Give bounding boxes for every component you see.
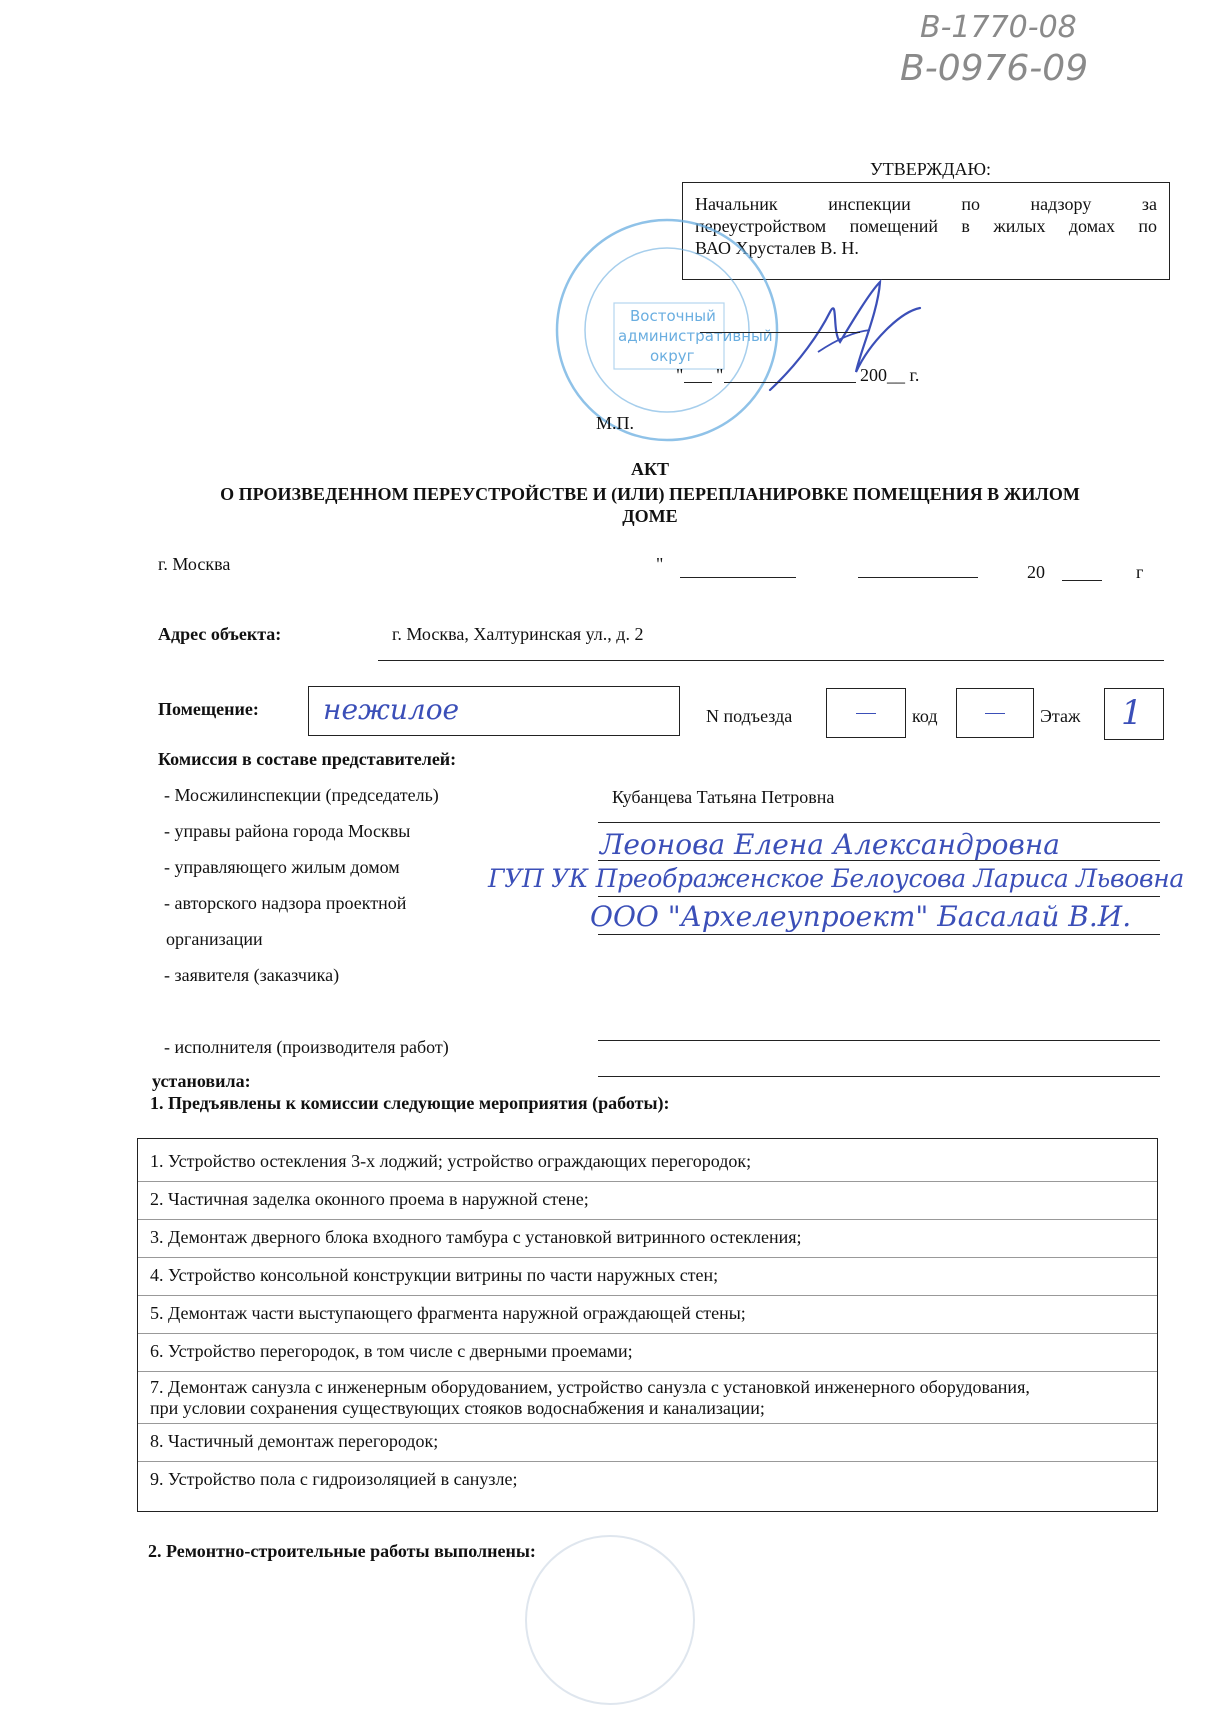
commission-role-1: - Мосжилинспекции (председатель) [164, 785, 439, 805]
entrance-value [856, 713, 876, 714]
work-item-5: 5. Демонтаж части выступающего фрагмента наружной ограждающей стены; [150, 1303, 746, 1323]
pencil-note-2: В-0976-09 [900, 48, 1089, 89]
commission-role-2: - управы района города Москвы [164, 821, 411, 841]
entrance-label: N подъезда [706, 706, 793, 726]
code-label: код [912, 706, 938, 726]
commission-line-4 [598, 934, 1160, 935]
date-close-quote: " [716, 365, 724, 385]
code-box [956, 688, 1034, 738]
stamp-text-3: округ [650, 347, 695, 365]
pencil-note-1: В-1770-08 [920, 10, 1077, 45]
premises-value: нежилое [323, 693, 460, 726]
work-item-9: 9. Устройство пола с гидроизоляцией в санузле; [150, 1469, 518, 1489]
approval-line-2: переустройством помещений в жилых домах по [695, 216, 1157, 236]
stamp-text-1: Восточный [630, 307, 716, 325]
section2-heading: 2. Ремонтно-строительные работы выполнены: [148, 1541, 536, 1561]
date-quote: " [656, 554, 664, 574]
address-line [378, 660, 1164, 661]
commission-line-1 [598, 822, 1160, 823]
section1-heading: 1. Предъявлены к комиссии следующие мероприятия (работы): [150, 1093, 670, 1113]
address-value: г. Москва, Халтуринская ул., д. 2 [392, 624, 644, 644]
seal-mark: М.П. [596, 413, 635, 433]
commission-role-3: - управляющего жилым домом [164, 857, 400, 877]
commission-role-4: - авторского надзора проектной [164, 893, 407, 913]
faint-stamp-icon [520, 1530, 700, 1710]
entrance-box [826, 688, 906, 738]
work-separator-4 [138, 1295, 1157, 1296]
act-subtitle-line-1: О ПРОИЗВЕДЕННОМ ПЕРЕУСТРОЙСТВЕ И (ИЛИ) ПЕРЕПЛАНИРОВКЕ ПОМЕЩЕНИЯ В ЖИЛОМ [220, 484, 1080, 504]
handwritten-member-3: ООО "Архелеупроект" Басалай В.И. [590, 900, 1132, 933]
handwritten-member-1: Леонова Елена Александровна [600, 828, 1060, 861]
commission-heading: Комиссия в составе представителей: [158, 749, 457, 769]
work-separator-1 [138, 1181, 1157, 1182]
approval-line-1: Начальник инспекции по надзору за [695, 194, 1157, 214]
round-stamp [552, 215, 782, 445]
date-open-quote: " [676, 365, 684, 385]
floor-value: 1 [1121, 693, 1143, 733]
commission-role-6: - заявителя (заказчика) [164, 965, 340, 985]
work-separator-7 [138, 1423, 1157, 1424]
date-month-line [724, 382, 856, 383]
commission-role-7: - исполнителя (производителя работ) [164, 1037, 449, 1057]
commission-line-5 [598, 1040, 1160, 1041]
act-title: АКТ [630, 459, 670, 479]
work-separator-8 [138, 1461, 1157, 1462]
premises-label: Помещение: [158, 699, 259, 719]
commission-line-3 [598, 896, 1160, 897]
stamp-text-2: административный [618, 327, 773, 345]
signature-line [700, 332, 860, 333]
work-item-1: 1. Устройство остекления 3-х лоджий; устройство ограждающих перегородок; [150, 1151, 752, 1171]
commission-role-5: организации [166, 929, 263, 949]
date-month-field [858, 577, 978, 578]
work-item-8: 8. Частичный демонтаж перегородок; [150, 1431, 439, 1451]
works-list-box [137, 1138, 1158, 1512]
work-item-4: 4. Устройство консольной конструкции витрины по части наружных стен; [150, 1265, 719, 1285]
act-subtitle-line-2: ДОМЕ [622, 506, 678, 526]
approval-line-3: ВАО Хрусталев В. Н. [695, 238, 859, 258]
floor-label: Этаж [1040, 706, 1081, 726]
faint-stamp-mark [520, 1530, 700, 1710]
address-label: Адрес объекта: [158, 624, 282, 644]
date-day-line [684, 382, 712, 383]
year-suffix: г [1136, 562, 1144, 582]
floor-box [1104, 688, 1164, 740]
year-prefix: 20 [1027, 562, 1045, 582]
commission-line-6 [598, 1076, 1160, 1077]
work-item-6: 6. Устройство перегородок, в том числе с дверными проемами; [150, 1341, 633, 1361]
approval-heading: УТВЕРЖДАЮ: [870, 159, 992, 179]
city: г. Москва [158, 554, 231, 574]
year-field [1062, 580, 1102, 581]
work-separator-6 [138, 1371, 1157, 1372]
work-item-7: 7. Демонтаж санузла с инженерным оборудованием, устройство санузла с установкой инженерного оборудования, при условии сохранения существующих стояков водоснабжения и канализации; [150, 1377, 1030, 1418]
date-day-field [680, 577, 796, 578]
work-separator-3 [138, 1257, 1157, 1258]
approval-year: 200__ г. [860, 365, 920, 385]
established-label: установила: [152, 1071, 251, 1091]
chair-name: Кубанцева Татьяна Петровна [612, 787, 835, 807]
work-separator-5 [138, 1333, 1157, 1334]
code-value [985, 713, 1005, 714]
premises-box [308, 686, 680, 736]
commission-line-2 [598, 860, 1160, 861]
handwritten-member-2: ГУП УК Преображенское Белоусова Лариса Львовна [488, 864, 1184, 893]
work-separator-2 [138, 1219, 1157, 1220]
work-item-3: 3. Демонтаж дверного блока входного тамбура с установкой витринного остекления; [150, 1227, 802, 1247]
work-item-2: 2. Частичная заделка оконного проема в наружной стене; [150, 1189, 589, 1209]
